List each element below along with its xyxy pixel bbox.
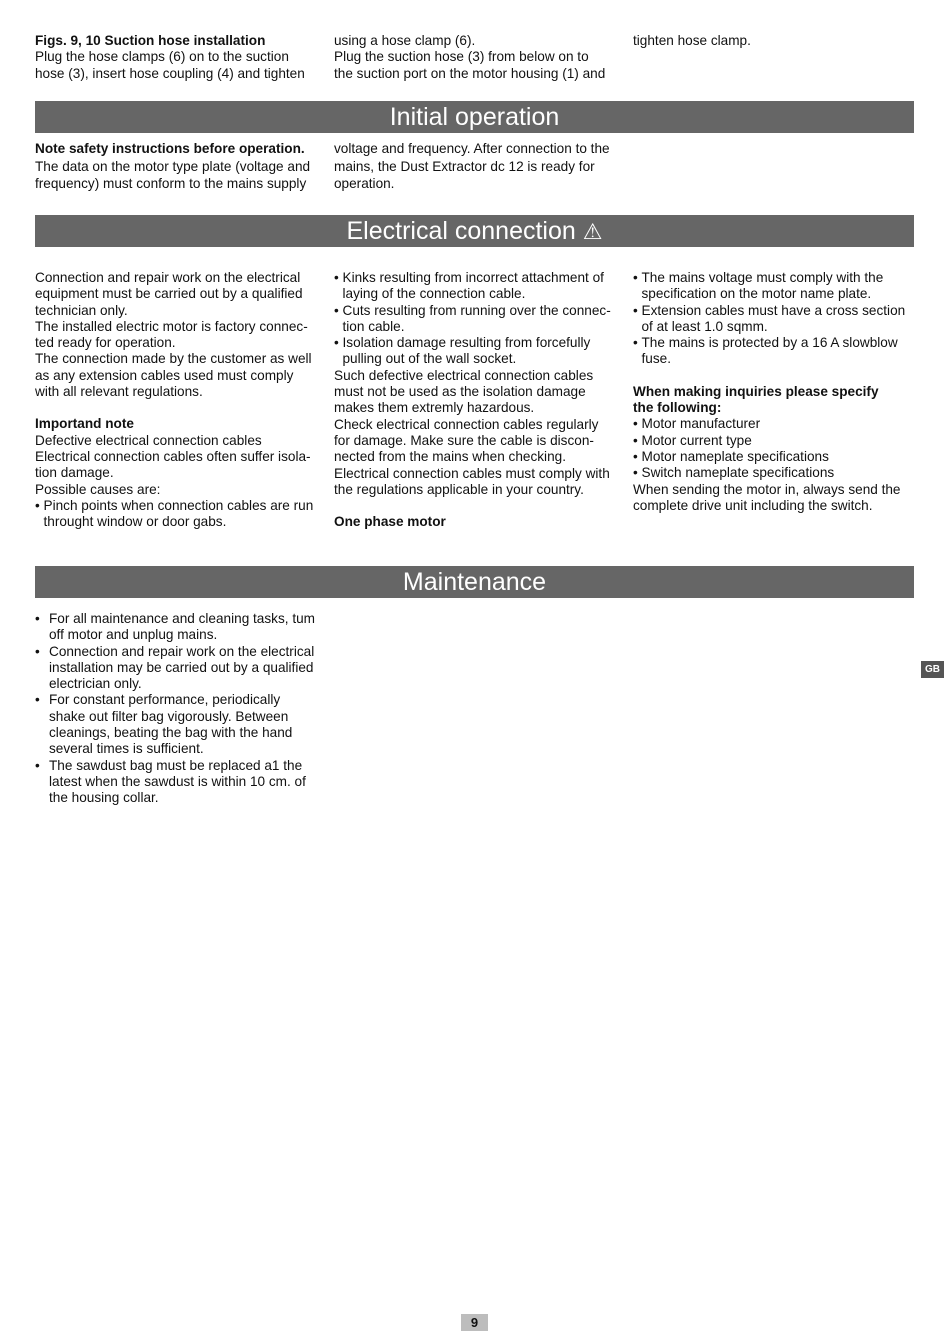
- list-item-line: electrician only.: [49, 676, 142, 692]
- text-line: When sending the motor in, always send the: [633, 481, 901, 497]
- text-line: Electrical connection cables must comply with: [334, 465, 610, 481]
- list-item-line: the housing collar.: [49, 790, 159, 806]
- list-item: [633, 270, 915, 303]
- initial-heading: Note safety instructions before operation.: [35, 141, 305, 156]
- initial-col-2: [334, 140, 619, 193]
- one-phase-heading: One phase motor: [334, 514, 446, 530]
- list-item-line: • Switch nameplate specifications: [641, 465, 835, 481]
- list-item-line: specification on the motor name plate.: [641, 286, 872, 302]
- list-item: [35, 692, 320, 757]
- list-item-line: of at least 1.0 sqmm.: [641, 318, 768, 334]
- list-item-line: • The mains voltage must comply with the: [641, 270, 884, 285]
- initial-col-1: [35, 140, 320, 193]
- list-item-line: • Cuts resulting from running over the connec-: [342, 302, 611, 318]
- text-line: complete drive unit including the switch.: [633, 497, 873, 513]
- maintenance-list: [35, 611, 320, 807]
- list-item: [334, 270, 619, 303]
- text-line: equipment must be carried out by a qualified: [35, 286, 303, 302]
- list-item-line: laying of the connection cable.: [342, 286, 526, 302]
- list-item: [35, 611, 320, 644]
- initial-text-1: [35, 158, 320, 193]
- suction-text-2: [334, 33, 619, 82]
- list-item-line: cleanings, beating the bag with the hand: [49, 725, 293, 741]
- maintenance-col-1: [35, 611, 320, 807]
- text-line: The data on the motor type plate (voltage and: [35, 158, 311, 174]
- list-item: [633, 433, 915, 449]
- text-line: tighten hose clamp.: [633, 33, 751, 48]
- text-line: with all relevant regulations.: [35, 384, 203, 400]
- list-item: [334, 335, 619, 368]
- list-item-line: off motor and unplug mains.: [49, 627, 218, 643]
- text-line: makes them extremly hazardous.: [334, 400, 535, 416]
- text-line: nected from the mains when checking.: [334, 449, 566, 465]
- list-item-line: • Motor manufacturer: [641, 416, 761, 432]
- sending-motor-text: [633, 482, 915, 515]
- list-item-line: several times is sufficient.: [49, 741, 204, 757]
- text-line: the following:: [633, 400, 722, 416]
- suction-col-1: [35, 33, 320, 82]
- list-item-line: • Isolation damage resulting from forcefully: [342, 335, 591, 351]
- important-note-heading: Importand note: [35, 416, 134, 432]
- suction-col-2: [334, 33, 619, 82]
- initial-operation-header: [35, 101, 914, 133]
- electrical-connection-title: Electrical connection: [346, 217, 576, 245]
- list-item-line: latest when the sawdust is within 10 cm. of: [49, 773, 306, 789]
- list-item: [633, 335, 915, 368]
- text-line: must not be used as the isolation damage: [334, 384, 586, 400]
- electrical-connection-header: [35, 215, 914, 247]
- text-line: mains, the Dust Extractor dc 12 is ready for: [334, 158, 595, 174]
- list-item-line: • Motor nameplate specifications: [641, 448, 829, 464]
- list-item-line: pulling out of the wall socket.: [342, 351, 517, 367]
- causes-list-1: [35, 498, 320, 531]
- initial-text-2: [334, 140, 619, 193]
- list-item-line: throught window or door gabs.: [43, 514, 227, 530]
- text-line: Plug the suction hose (3) from below on to: [334, 49, 589, 65]
- list-item-line: • The sawdust bag must be replaced a1 the: [49, 757, 303, 773]
- text-line: ted ready for operation.: [35, 335, 176, 351]
- list-item: [35, 758, 320, 807]
- cable-warning-text: [334, 368, 619, 498]
- list-item-line: fuse.: [641, 351, 671, 367]
- text-line: using a hose clamp (6).: [334, 33, 476, 48]
- list-item-line: • Connection and repair work on the electrical: [49, 643, 315, 659]
- list-item: [35, 644, 320, 693]
- suction-col-3: [633, 33, 915, 49]
- list-item-line: • Motor current type: [641, 432, 752, 448]
- text-line: frequency) must conform to the mains supply: [35, 176, 307, 191]
- suction-text-1: [35, 49, 320, 82]
- list-item: [633, 449, 915, 465]
- text-line: technician only.: [35, 302, 128, 318]
- important-note-text: [35, 433, 320, 498]
- list-item: [633, 465, 915, 481]
- text-line: Such defective electrical connection cables: [334, 367, 594, 383]
- text-line: Connection and repair work on the electrical: [35, 270, 301, 285]
- causes-list-2: [334, 270, 619, 368]
- text-line: the regulations applicable in your country.: [334, 481, 584, 497]
- warning-icon: ⚠: [582, 220, 603, 245]
- text-line: tion damage.: [35, 465, 114, 481]
- inquiries-list: [633, 416, 915, 481]
- text-line: Possible causes are:: [35, 481, 161, 497]
- text-line: Defective electrical connection cables: [35, 432, 262, 448]
- text-line: hose (3), insert hose coupling (4) and tighten: [35, 65, 305, 81]
- list-item-line: • For constant performance, periodically: [49, 692, 281, 708]
- text-line: operation.: [334, 176, 395, 191]
- list-item-line: tion cable.: [342, 318, 405, 334]
- list-item-line: shake out filter bag vigorously. Between: [49, 708, 289, 724]
- list-item-line: • Pinch points when connection cables are run: [43, 497, 314, 513]
- list-item-line: • Kinks resulting from incorrect attachment of: [342, 270, 604, 285]
- electrical-col-1: [35, 270, 320, 530]
- electrical-col-3: [633, 270, 915, 514]
- list-item-line: installation may be carried out by a qualified: [49, 659, 314, 675]
- text-line: as any extension cables used must comply: [35, 367, 294, 383]
- text-line: The connection made by the customer as well: [35, 351, 312, 367]
- list-item: [633, 303, 915, 336]
- list-item-line: • Extension cables must have a cross section: [641, 302, 906, 318]
- initial-operation-title: Initial operation: [389, 103, 560, 131]
- page-number: 9: [461, 1314, 488, 1331]
- text-line: Plug the hose clamps (6) on to the suction: [35, 49, 289, 65]
- language-tab: GB: [921, 661, 944, 678]
- list-item: [633, 416, 915, 432]
- text-line: The installed electric motor is factory connec-: [35, 318, 308, 334]
- suction-text-3: [633, 33, 915, 49]
- maintenance-header: [35, 566, 914, 598]
- suction-heading: Figs. 9, 10 Suction hose installation: [35, 33, 266, 48]
- electrical-col-2: [334, 270, 619, 530]
- list-item-line: • For all maintenance and cleaning tasks, tum: [49, 611, 315, 626]
- list-item: [334, 303, 619, 336]
- text-line: voltage and frequency. After connection to the: [334, 141, 610, 156]
- electrical-intro: [35, 270, 320, 400]
- text-line: Electrical connection cables often suffer isola-: [35, 448, 311, 464]
- text-line: Check electrical connection cables regularly: [334, 416, 599, 432]
- text-line: the suction port on the motor housing (1) and: [334, 65, 606, 81]
- text-line: for damage. Make sure the cable is discon-: [334, 432, 594, 448]
- maintenance-title: Maintenance: [402, 568, 547, 596]
- list-item: [35, 498, 320, 531]
- text-line: When making inquiries please specify: [633, 383, 879, 399]
- inquiries-heading: [633, 384, 915, 417]
- list-item-line: • The mains is protected by a 16 A slowblow: [641, 335, 898, 351]
- mains-requirements-list: [633, 270, 915, 368]
